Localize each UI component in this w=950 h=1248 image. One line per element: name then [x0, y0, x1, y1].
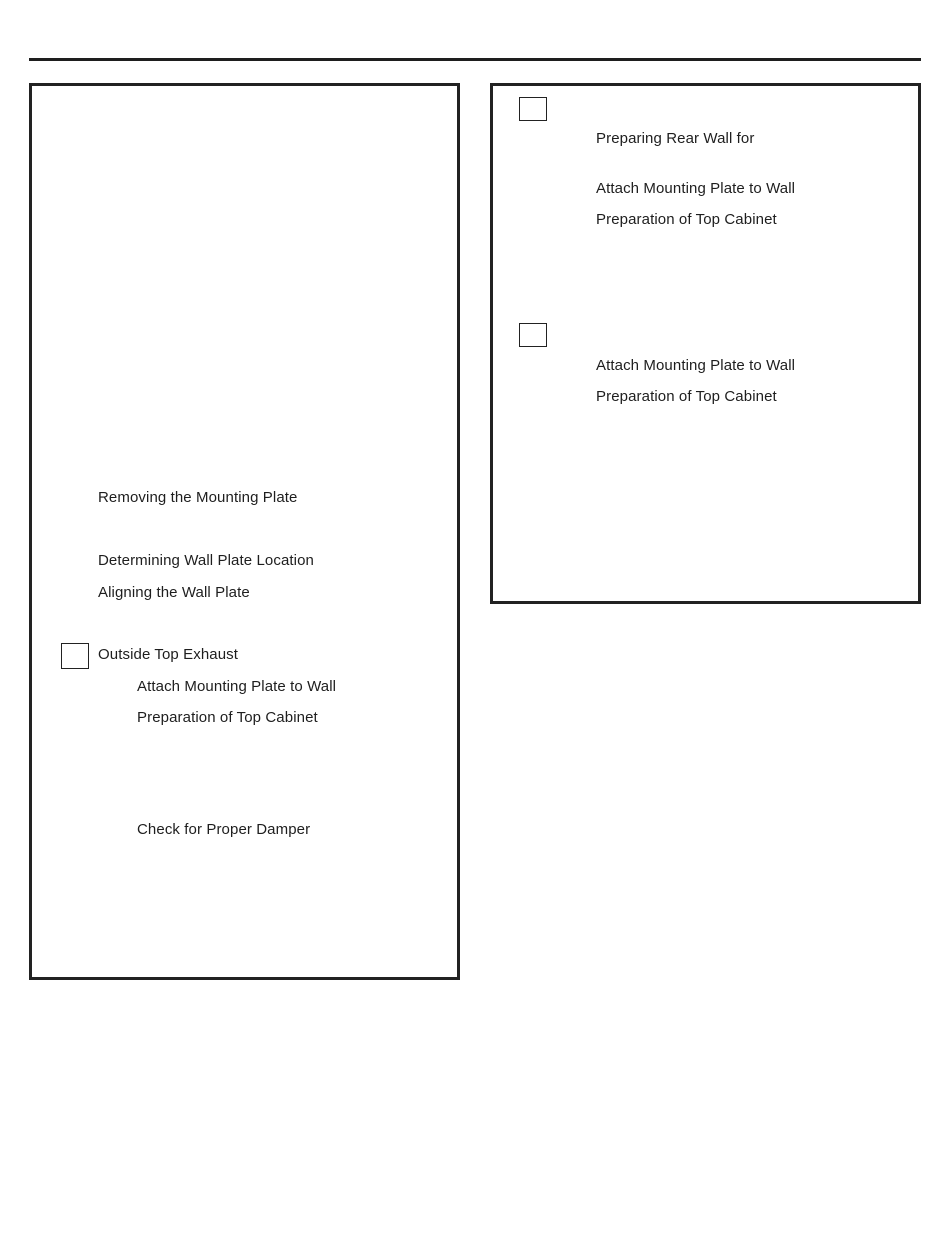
determining-wall-plate-location-heading: Determining Wall Plate Location	[98, 552, 314, 569]
removing-mounting-plate-heading: Removing the Mounting Plate	[98, 489, 298, 506]
rear-wall-option-checkbox[interactable]	[519, 97, 547, 121]
second-option-checkbox[interactable]	[519, 323, 547, 347]
check-proper-damper-step: Check for Proper Damper	[137, 821, 311, 838]
outside-top-exhaust-label: Outside Top Exhaust	[98, 646, 239, 663]
outside-top-exhaust-checkbox[interactable]	[61, 643, 89, 669]
attach-mounting-plate-step: Attach Mounting Plate to Wall	[596, 180, 796, 197]
header-rule	[29, 58, 921, 61]
aligning-wall-plate-heading: Aligning the Wall Plate	[98, 584, 250, 601]
preparation-top-cabinet-step: Preparation of Top Cabinet	[596, 211, 777, 228]
preparation-top-cabinet-step: Preparation of Top Cabinet	[596, 388, 777, 405]
right-instructions-panel	[490, 83, 921, 604]
attach-mounting-plate-step: Attach Mounting Plate to Wall	[137, 678, 337, 695]
attach-mounting-plate-step: Attach Mounting Plate to Wall	[596, 357, 796, 374]
preparing-rear-wall-heading: Preparing Rear Wall for	[596, 130, 755, 147]
preparation-top-cabinet-step: Preparation of Top Cabinet	[137, 709, 318, 726]
left-instructions-panel	[29, 83, 460, 980]
